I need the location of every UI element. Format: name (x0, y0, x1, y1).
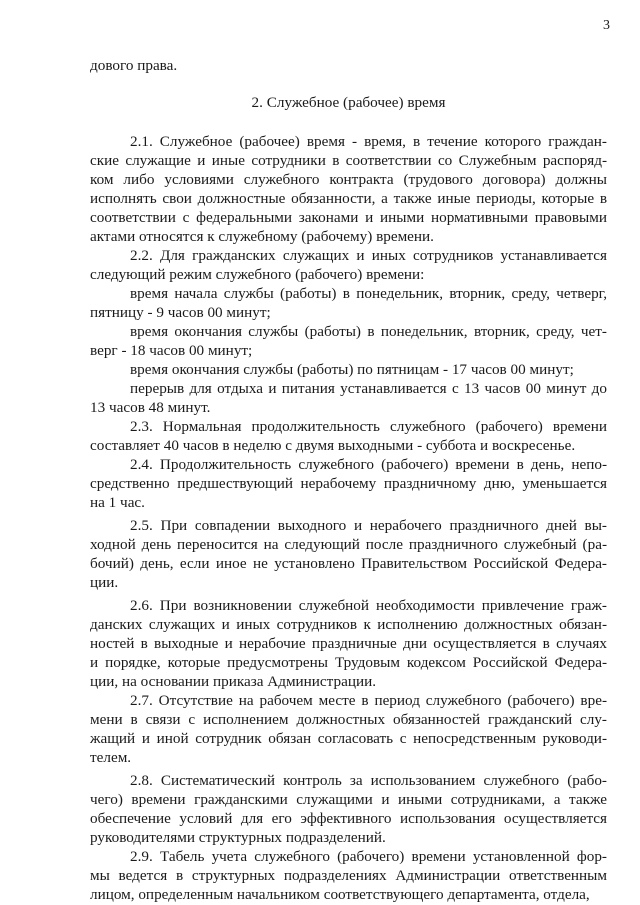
paragraph-p2-2-d (90, 379, 607, 417)
paragraph-line: данских служащих и иных сотрудников к исполнению должностных обязан- (90, 616, 607, 633)
paragraph-line: перерыв для отдыха и питания устанавливается с 13 часов 00 минут до (130, 380, 607, 397)
paragraph-list (90, 132, 607, 904)
paragraph-line: 2.8. Систематический контроль за использованием служебного (рабо- (130, 772, 607, 789)
paragraph-line: 2.2. Для гражданских служащих и иных сотрудников устанавливается (130, 247, 607, 264)
paragraph-line: руководителями структурных подразделений. (90, 829, 386, 846)
paragraph-line: 2.7. Отсутствие на рабочем месте в период служебного (рабочего) вре- (130, 692, 607, 709)
paragraph-p2-9 (90, 847, 607, 904)
paragraph-line: ские служащие и иные сотрудники в соответствии со Служебным распоряд- (90, 152, 607, 169)
intro-line: дового права. (90, 57, 178, 74)
paragraph-line: 2.3. Нормальная продолжительность служебного (рабочего) времени (130, 418, 607, 435)
paragraph-line: пятницу - 9 часов 00 минут; (90, 304, 271, 321)
paragraph-line: 2.1. Служебное (рабочее) время - время, в течение которого граждан- (130, 133, 607, 150)
paragraph-p2-3 (90, 417, 607, 455)
paragraph-line: ции. (90, 574, 119, 591)
paragraph-p2-8 (90, 771, 607, 847)
paragraph-line: время окончания службы (работы) в понедельник, вторник, среду, чет- (130, 323, 607, 340)
paragraph-line: исполнять свои должностные обязанности, а также иные периоды, которые в (90, 190, 607, 207)
paragraph-line: жащий и иной сотрудник обязан согласовать с непосредственным руководи- (90, 730, 607, 747)
paragraph-line: ком либо условиями служебного контракта (трудового договора) должны (90, 171, 607, 188)
paragraph-line: средственно предшествующий нерабочему праздничному дню, уменьшается (90, 475, 607, 492)
paragraph-p2-4 (90, 455, 607, 512)
paragraph-line: верг - 18 часов 00 минут; (90, 342, 253, 359)
paragraph-p2-6 (90, 596, 607, 691)
paragraph-p2-2-c (90, 360, 607, 379)
page-number: 3 (603, 18, 610, 33)
paragraph-line: 2.4. Продолжительность служебного (рабочего) времени в день, непо- (130, 456, 607, 473)
paragraph-line: и порядке, которые предусмотрены Трудовым кодексом Российской Федера- (90, 654, 607, 671)
paragraph-line: следующий режим служебного (рабочего) времени: (90, 266, 425, 283)
paragraph-line: 2.5. При совпадении выходного и нерабочего праздничного дней вы- (130, 517, 607, 534)
paragraph-line: 2.6. При возникновении служебной необходимости привлечение граж- (130, 597, 607, 614)
paragraph-line: ции, на основании приказа Администрации. (90, 673, 377, 690)
paragraph-line: мы ведется в структурных подразделениях Администрации ответственным (90, 867, 607, 884)
paragraph-line: соответствии с федеральными законами и иными нормативными правовыми (90, 209, 607, 226)
paragraph-line: лицом, определенным начальником соответствующего департамента, отдела, (90, 886, 590, 903)
section-heading: 2. Служебное (рабочее) время (251, 94, 446, 111)
paragraph-p2-2-a (90, 284, 607, 322)
paragraph-line: ностей в выходные и нерабочие праздничные дни осуществляется в случаях (90, 635, 607, 652)
paragraph-p2-2 (90, 246, 607, 284)
paragraph-line: на 1 час. (90, 494, 145, 511)
paragraph-line: чего) времени гражданскими служащими и иными сотрудниками, а также (90, 791, 607, 808)
paragraph-line: составляет 40 часов в неделю с двумя выходными - суббота и воскресенье. (90, 437, 576, 454)
paragraph-line: мени в связи с исполнением должностных обязанностей гражданский слу- (90, 711, 607, 728)
paragraph-line: ходной день переносится на следующий после праздничного служебный (ра- (90, 536, 607, 553)
paragraph-line: телем. (90, 749, 132, 766)
paragraph-line: время начала службы (работы) в понедельник, вторник, среду, четверг, (130, 285, 607, 302)
paragraph-line: время окончания службы (работы) по пятницам - 17 часов 00 минут; (130, 361, 574, 378)
paragraph-line: обеспечение условий для его эффективного использования осуществляется (90, 810, 607, 827)
paragraph-p2-5 (90, 516, 607, 592)
paragraph-p2-1 (90, 132, 607, 246)
paragraph-line: бочий) день, если иное не установлено Правительством Российской Федера- (90, 555, 607, 572)
paragraph-line: 2.9. Табель учета служебного (рабочего) времени установленной фор- (130, 848, 607, 865)
document-body (90, 56, 607, 904)
paragraph-line: 13 часов 48 минут. (90, 399, 211, 416)
paragraph-line: актами относятся к служебному (рабочему) времени. (90, 228, 434, 245)
paragraph-p2-2-b (90, 322, 607, 360)
paragraph-p2-7 (90, 691, 607, 767)
